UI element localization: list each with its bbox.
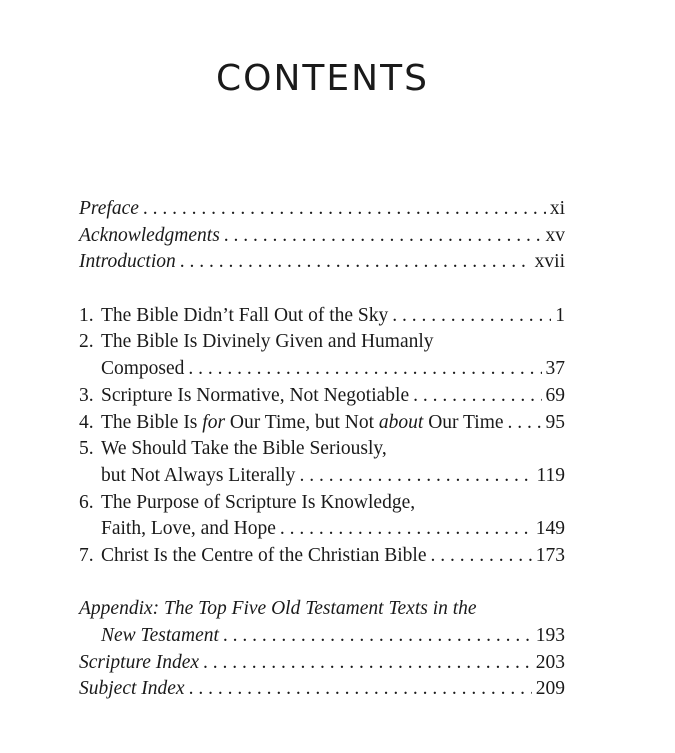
- dot-leader: [188, 356, 541, 383]
- chapter-number: 1.: [79, 304, 94, 326]
- section-gap: [79, 570, 565, 597]
- toc-entry-acknowledgments: [79, 223, 565, 250]
- toc-page-number: 209: [535, 678, 565, 700]
- toc-entry-chapter-2-continued: [79, 356, 565, 383]
- toc-page-number: 1: [555, 304, 565, 326]
- toc-entry-chapter-3: [79, 383, 565, 410]
- table-of-contents: [79, 196, 565, 703]
- toc-entry-label: but Not Always Literally: [101, 464, 296, 486]
- toc-entry-label: Subject Index: [79, 678, 185, 700]
- toc-entry-chapter-6: [79, 490, 565, 517]
- dot-leader: [203, 650, 532, 677]
- toc-entry-label: Christ Is the Centre of the Christian Bible: [101, 544, 427, 566]
- toc-page-number: 37: [545, 358, 565, 380]
- toc-entry-appendix-continued: [79, 623, 565, 650]
- toc-entry-label: The Bible Didn’t Fall Out of the Sky: [101, 304, 389, 326]
- toc-page-number: xi: [549, 198, 565, 219]
- chapter-number: 5.: [79, 438, 94, 460]
- toc-entry-preface: [79, 196, 565, 223]
- dot-leader: [280, 516, 532, 543]
- dot-leader: [508, 410, 542, 437]
- dot-leader: [392, 303, 551, 330]
- toc-page-number: 173: [535, 544, 565, 566]
- toc-page-number: 203: [535, 651, 565, 673]
- toc-entry-label: Scripture Is Normative, Not Negotiable: [101, 384, 410, 406]
- toc-entry-chapter-6-continued: [79, 516, 565, 543]
- toc-entry-label: The Purpose of Scripture Is Knowledge,: [101, 491, 416, 513]
- dot-leader: [223, 623, 532, 650]
- dot-leader: [431, 543, 532, 570]
- toc-entry-chapter-2: [79, 329, 565, 356]
- toc-entry-label: Faith, Love, and Hope: [101, 518, 276, 540]
- toc-entry-label: We Should Take the Bible Seriously,: [101, 438, 387, 460]
- dot-leader: [180, 249, 531, 276]
- toc-entry-label: Composed: [101, 358, 185, 380]
- toc-entry-label: Acknowledgments: [79, 224, 220, 246]
- chapter-number: 2.: [79, 331, 94, 353]
- chapter-number: 7.: [79, 544, 94, 566]
- toc-entry-label: The Bible Is Divinely Given and Humanly: [101, 331, 434, 353]
- toc-entry-introduction: [79, 249, 565, 276]
- toc-entry-chapter-1: [79, 303, 565, 330]
- toc-entry-scripture-index: [79, 650, 565, 677]
- dot-leader: [299, 463, 532, 490]
- dot-leader: [224, 223, 542, 250]
- toc-page-number: 193: [535, 625, 565, 646]
- toc-entry-chapter-5-continued: [79, 463, 565, 490]
- toc-entry-chapter-5: [79, 436, 565, 463]
- toc-entry-label: Preface: [79, 198, 139, 219]
- toc-entry-label: Appendix: The Top Five Old Testament Texts in the: [79, 598, 477, 620]
- chapter-number: 6.: [79, 491, 94, 513]
- toc-entry-label: The Bible Is for Our Time, but Not about Our Time: [101, 411, 504, 433]
- toc-page-number: 149: [535, 518, 565, 540]
- section-gap: [79, 276, 565, 303]
- dot-leader: [189, 676, 532, 703]
- chapter-number: 4.: [79, 411, 94, 433]
- toc-page-number: 69: [545, 384, 565, 406]
- toc-entry-appendix: [79, 596, 565, 623]
- toc-page-number: 119: [536, 464, 565, 486]
- toc-entry-subject-index: [79, 676, 565, 703]
- toc-page-number: xv: [545, 224, 565, 246]
- page-title: CONTENTS: [216, 58, 429, 99]
- toc-page-number: 95: [545, 411, 565, 433]
- toc-entry-label: New Testament: [101, 625, 219, 646]
- toc-entry-label: Scripture Index: [79, 651, 200, 673]
- dot-leader: [413, 383, 541, 410]
- toc-page-number: xvii: [534, 251, 565, 273]
- toc-entry-chapter-7: [79, 543, 565, 570]
- dot-leader: [143, 196, 546, 223]
- chapter-number: 3.: [79, 384, 94, 406]
- toc-entry-label: Introduction: [79, 251, 176, 273]
- toc-entry-chapter-4: [79, 410, 565, 437]
